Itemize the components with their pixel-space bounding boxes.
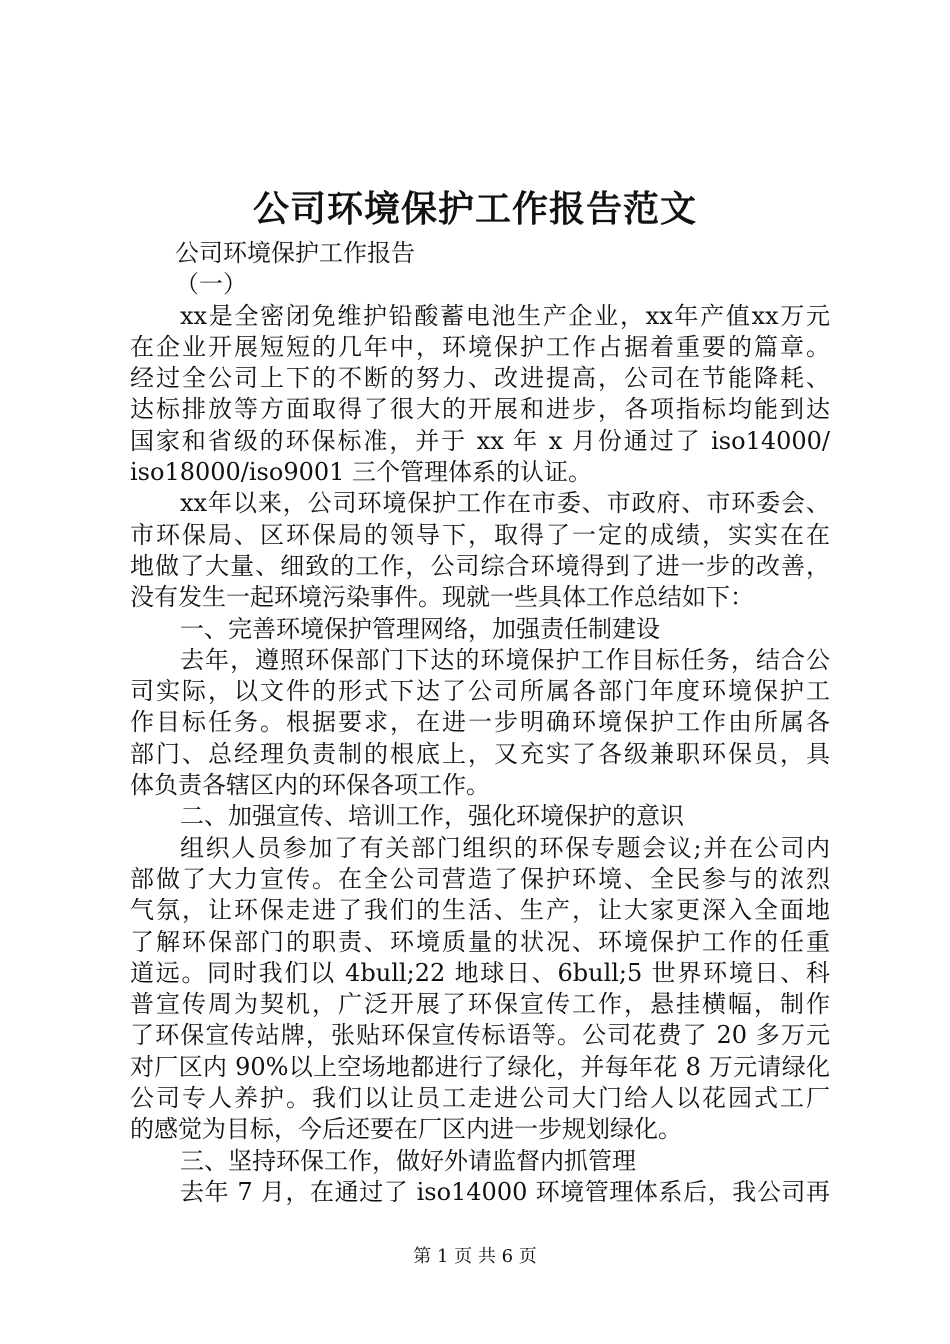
- paragraph-line: 没有发生一起环境污染事件。现就一些具体工作总结如下：: [130, 583, 754, 612]
- paragraph-line: 公司专人养护。我们以让员工走进公司大门给人以花园式工厂: [130, 1084, 830, 1113]
- paragraph-line: 国家和省级的环保标准，并于 xx 年 x 月份通过了 iso14000/: [130, 426, 830, 455]
- paragraph-line: xx是全密闭免维护铅酸蓄电池生产企业，xx年产值xx万元: [180, 301, 830, 330]
- section-heading: 二、加强宣传、培训工作，强化环境保护的意识: [180, 802, 684, 831]
- document-title: 公司环境保护工作报告范文: [252, 188, 697, 230]
- paragraph-line: 达标排放等方面取得了很大的开展和进步，各项指标均能到达: [130, 395, 830, 424]
- paragraph-line: 体负责各辖区内的环保各项工作。: [130, 771, 490, 800]
- subtitle-line: 公司环境保护工作报告: [175, 239, 415, 267]
- paragraph-line: xx年以来，公司环境保护工作在市委、市政府、市环委会、: [180, 489, 830, 518]
- paragraph-line: 市环保局、区环保局的领导下，取得了一定的成绩，实实在在: [130, 520, 830, 549]
- paragraph-line: 经过全公司上下的不断的努力、改进提高，公司在节能降耗、: [130, 364, 830, 393]
- paragraph-line: 道远。同时我们以 4bull;22 地球日、6bull;5 世界环境日、科: [130, 958, 830, 987]
- paragraph-line: 对厂区内 90%以上空场地都进行了绿化，并每年花 8 万元请绿化: [130, 1052, 830, 1081]
- paragraph-line: 作目标任务。根据要求，在进一步明确环境保护工作由所属各: [130, 708, 830, 737]
- section-number-line: （一）: [175, 270, 247, 299]
- paragraph-line: 气氛，让环保走进了我们的生活、生产，让大家更深入全面地: [130, 896, 830, 925]
- paragraph-line: 了解环保部门的职责、环境质量的状况、环境保护工作的任重: [130, 927, 830, 956]
- paragraph-line: 地做了大量、细致的工作，公司综合环境得到了进一步的改善，: [130, 551, 830, 580]
- page-footer: 第 1 页 共 6 页: [413, 1246, 537, 1267]
- paragraph-line: 去年 7 月，在通过了 iso14000 环境管理体系后，我公司再: [180, 1177, 830, 1206]
- paragraph-line: 部门、总经理负责制的根底上，又充实了各级兼职环保员，具: [130, 739, 830, 768]
- paragraph-line: 在企业开展短短的几年中，环境保护工作占据着重要的篇章。: [130, 332, 830, 361]
- paragraph-line: 司实际，以文件的形式下达了公司所属各部门年度环境保护工: [130, 677, 830, 706]
- paragraph-line: 组织人员参加了有关部门组织的环保专题会议;并在公司内: [180, 833, 830, 862]
- paragraph-line: 部做了大力宣传。在全公司营造了保护环境、全民参与的浓烈: [130, 864, 830, 893]
- section-heading: 三、坚持环保工作，做好外请监督内抓管理: [180, 1146, 636, 1175]
- paragraph-line: iso18000/iso9001 三个管理体系的认证。: [130, 458, 593, 487]
- paragraph-line: 了环保宣传站牌，张贴环保宣传标语等。公司花费了 20 多万元: [130, 1021, 830, 1050]
- paragraph-line: 普宣传周为契机，广泛开展了环保宣传工作，悬挂横幅，制作: [130, 990, 830, 1019]
- document-body: [130, 238, 830, 1208]
- paragraph-line: 去年，遵照环保部门下达的环境保护工作目标任务，结合公: [180, 645, 830, 674]
- paragraph-line: 的感觉为目标，今后还要在厂区内进一步规划绿化。: [130, 1115, 682, 1144]
- section-heading: 一、完善环境保护管理网络，加强责任制建设: [180, 614, 660, 643]
